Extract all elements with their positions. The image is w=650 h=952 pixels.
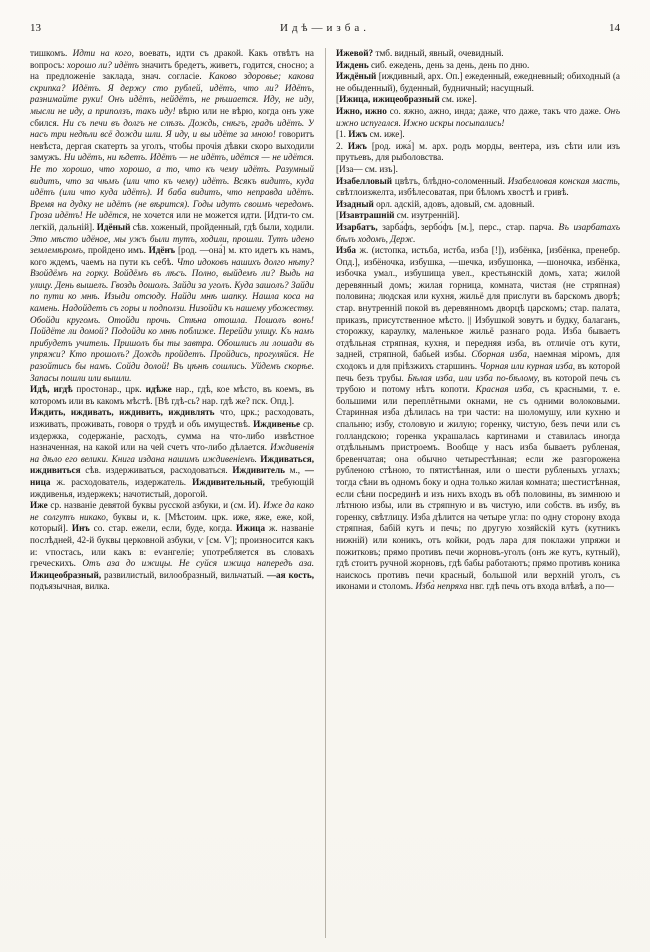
entry-text: Ни идётъ, ни ѣдетъ. Идётъ — не идётъ, идётся — не идётся. Не то хорошо, что хорошо, а то, что къ чему идётъ. Разумный видитъ, что за чѣмъ (или что къ чему) идётъ. Всякъ видитъ, куда идётъ (или что куда идётъ). И баба видитъ, что неправда идётъ. Время на дудку не идётъ (не вѣрится). Годы идутъ своимъ чередомъ. Гроза идётъ! Не идётся, <box>30 152 314 221</box>
entry-text: съ красными, т. е. большими или переплётными окнами, не съ одними волоковыми. Старинная изба дѣлилась на три части: на шоломушу, или кухню и спальню; избу, столовую и жилую; горенку, чистую, безъ печи или съ голландскою; горенка украшалась картинами и ставилась иногда отдѣльнымъ пристроемъ. Вообще у насъ изба бываетъ рубленая, бревенчатая; она обычно четырестѣнная; если же разгорожена рубленою стѣною, то пятистѣнная, или о шести рубленыхъ углахъ; тогда сѣни въ одномъ боку и одна только жилая комната; шестистѣнная, если сѣни посрединѣ и изъ нихъ входъ въ обѣ половины, въ зимнюю и лѣтнюю избы, или въ стряпную и въ чистую, или собств. въ избу, въ горенку, свѣтлицу. Изба дѣлится на четыре угла: по одну сторону входа стряпная, бабій кутъ и печь; по другую хозяйскій кутъ (кутникъ нижній) или коникъ, отъ койки, родъ лара для поклажи упряжи и пожитковъ; прямо противъ печи жорновъ-уголъ (онъ же кутъ, кутный), гдѣ стоитъ ручной жорновъ, гдѣ бабы работаютъ; прямо противъ коника наискось противъ печи красный, большой или верхній уголъ, съ иконами и столомъ. <box>336 384 620 592</box>
entry-text: наемная міромъ, для сходокъ и для пріѣзжихъ старшинъ. <box>336 349 620 372</box>
dictionary-entry <box>336 164 620 176</box>
entry-text: [Иза— см. изъ]. <box>336 163 398 174</box>
entry-text: сѣв. издерживаться, расходоваться. <box>85 465 233 476</box>
entry-text: 2. <box>336 140 348 151</box>
headword: Иждивенье <box>253 419 304 429</box>
entry-text: [ <box>336 94 340 105</box>
entry-text: Красная изба, <box>475 384 541 395</box>
entry-text: сѣв. хоженый, пройденный, гдѣ были, ходили. <box>132 221 314 232</box>
headword: Иждиваться, иждивиться <box>30 453 314 476</box>
entry-text: [1. <box>336 129 349 140</box>
entry-text: [иждивный, арх. Оп.] ежеденный, ежедневный; обиходный (а не обыденный), буденный, будничный; насущный. <box>336 71 620 93</box>
headword: Изба <box>336 245 360 256</box>
entry-text: простонар., црк. <box>76 384 146 395</box>
headword: Изарбатъ, <box>336 221 383 232</box>
entry-text: въ которой печь съ трубою и потому нѣтъ копоти. <box>336 372 620 395</box>
dictionary-entry <box>336 210 620 222</box>
entry-text: см. иже]. <box>369 129 405 140</box>
entry-text: свѣтлоизжелта, избѣлесоватая, при бѣломъ хвостѣ и гривѣ. <box>336 187 569 198</box>
headword: Иждить, иждивать, иждивить, иждивлять <box>30 407 220 418</box>
headword: Иждивительный, <box>192 476 271 487</box>
headword: Ижъ <box>348 129 370 140</box>
entry-text: ж. (истопка, истьба, истба, изба [!]), избёнка, [избёнка, пренебр. Опд.], избёночка, избушка, —шечка, избушонка, —шоночка, избёнка, избочка умал., избушища увел., крестьянскій домъ, хата; жилой деревянный домъ; жилая горница, комната, чистая (не стряпная) половина; людская или кухня, жильё для прислуги въ барскомъ дворѣ; стар. внутренній покой въ деревянномъ дворцѣ царскомъ; стар. палата, приказъ, присутственное мѣсто. || Избушкой зовутъ и будку, балаганъ, сторожку, караулку, маленькое жильё разнаго рода. Изба бываетъ отдѣльная стряпная, кухня, и передняя изба, въ отличіе отъ кути, задней, стряпной, бабьей избы. <box>336 245 620 360</box>
column-right <box>336 48 620 938</box>
entry-text: сиб. ежедень, день за день, день по дню. <box>370 59 530 70</box>
headword: —ая кость, <box>266 569 314 580</box>
entry-text: Иже да како не солгутъ никако, <box>30 500 314 522</box>
entry-text: хорошо ли? идётъ <box>67 59 142 70</box>
entry-text: Изба̀ непряха <box>415 581 470 592</box>
page-number-left: 13 <box>30 22 41 34</box>
entry-text: цвѣтъ, блѣдно-соломенный. <box>394 175 508 186</box>
dictionary-entry <box>336 176 620 199</box>
entry-text: что, црк.; расходовать, изживать, проживать, говоря о трудѣ и объ имуществѣ. <box>30 407 314 429</box>
dictionary-entry <box>336 106 620 129</box>
entry-text: см. иже]. <box>441 94 477 105</box>
dictionary-entry <box>336 60 620 72</box>
entry-text: значитъ бредетъ, живетъ, годится, сносно; а на предложеніе заклада, знач. согласіе. <box>30 59 314 82</box>
entry-text: Сборная изба, <box>471 349 535 360</box>
headword: Изадный <box>336 198 377 209</box>
entry-text: [род. —она́] м. кто идетъ къ намъ, кого ждемъ, чаемъ на пути къ себѣ. <box>30 245 314 267</box>
entry-text: орл. адскій, адовъ, адовый, см. адовный. <box>376 198 535 209</box>
entry-text: ср. названіе девятой буквы русской азбуки, и (см. И). <box>50 500 264 511</box>
headword: Ижица <box>236 523 269 534</box>
entry-text: нвг. гдѣ печь отъ входа влѣвѣ, а по— <box>469 581 614 592</box>
entry-text: вѣрю или не вѣрю, когда онъ уже сбился. <box>30 105 314 128</box>
headword: Ижевой? <box>336 48 376 58</box>
entry-text: ж. названіе послѣдней, 42-й буквы церковной азбуки, ѵ [см. Ѵ]; произносится какъ и: ѵпостась, или какъ в: еѵангеліе; употребляется въ словахъ греческихъ. <box>30 523 314 569</box>
page-header <box>30 22 620 34</box>
entry-text: Иждивенія на дѣло его велики. Книга издана нашимъ иждивеніемъ. <box>30 442 314 464</box>
dictionary-entry <box>336 245 620 593</box>
headword: Ижно, ижно <box>336 105 390 116</box>
headword: Изабелловый <box>336 175 395 186</box>
entry-text: м., <box>289 465 305 476</box>
entry-text: Въ изарбатахъ бѣлъ ходомъ, Держ. <box>336 221 620 244</box>
headword: Иждёный <box>336 71 379 82</box>
headword: Ижицеобразный, <box>30 569 105 580</box>
dictionary-entry <box>336 94 620 106</box>
entry-text: воевать, идти съ дракой. Какъ отвѣтъ на вопросъ: <box>30 48 314 70</box>
column-left <box>30 48 314 938</box>
entry-text: нар., гдѣ, кое мѣсто, въ коемъ, въ которомъ или въ какомъ мѣстѣ. [Вѣ гдѣ-сь? нар. гдѣ же? пск. Опд.]. <box>30 384 314 406</box>
entry-text: Это мѣсто идёное, мы ужъ были тутъ, ходили, прошли. Тутъ идено землемѣромъ, <box>30 233 314 256</box>
headword: идѣже <box>145 384 176 395</box>
entry-text: буквы и, к. [Мѣстоим. црк. иже, яже, еже, кой, который]. <box>30 511 314 534</box>
headword: Иже <box>30 500 51 511</box>
entry-text: Онъ ижно испугался. Ижно искры посыпались! <box>336 105 620 128</box>
dictionary-entry <box>336 71 620 94</box>
entry-text: развилистый, вилообразный, вильчатый. <box>104 569 267 580</box>
entry-text: требующій иждивенья, издержекъ; начотистый, дорогой. <box>30 476 314 499</box>
entry-text: Ни съ печи въ долгъ не слѣзъ. Дождь, снѣгъ, градъ идётъ. У насъ три недѣли всё дожди шли. Я иду, и вы идёте за мною! <box>30 117 314 140</box>
headword: —ница <box>30 465 314 487</box>
entry-text: Что идоковъ нашихъ долго нѣту? Взойдёмъ на горку. Войдёмъ въ лѣсъ. Полно, выйдемъ ли? Выдь на улицу. День вышелъ. Гвоздь дошолъ. Зайди за уголъ. Куда зашолъ? Зайди по пути ко мнѣ. Изыди отсюду. Найди мнѣ шапку. Нашла коса на камень. Надойдетъ съ горы и подползи. Низойди къ нашему убожеству. Обойди кругомъ. Отойди прочь. Стѣна отошла. Пошолъ вонъ! Пойдёте ли домой? Подойди ко мнѣ поближе. Перейди улицу. Къ намъ прибудетъ учитель. Пришолъ бы ты завтра. Обошлись ли лошади въ упряжи? Кто прошолъ? Дождь пройдетъ. Пройдись, прогуляйся. Не разойтись бы намъ. Сойди долой! Въ цѣнѣ сошлись. Уйдемъ скорѣе. Запасы пошли или вышли. <box>30 256 314 383</box>
entry-text: Бѣлая изба, или изба по-бѣлому, <box>407 372 544 383</box>
headword: Иждивитель <box>232 465 290 476</box>
dictionary-entry <box>30 500 314 593</box>
entry-text: зарба́фъ, зербо́фъ [м.], перс., стар. парча. <box>382 221 559 232</box>
entry-text: пройдено имъ. <box>87 245 149 256</box>
entry-text: со. яжно, ажно, инда; даже, что даже, такъ что даже. <box>389 105 605 116</box>
entry-text: Идти на кого, <box>72 48 140 58</box>
entry-text: Изабелловая конская масть, <box>507 175 620 186</box>
entry-text: въ которой печь безъ трубы. <box>336 361 620 383</box>
dictionary-entry <box>30 48 314 384</box>
dictionary-entry <box>336 48 620 60</box>
entry-text: Чорная или курная изба, <box>479 361 578 372</box>
text-columns <box>30 48 620 938</box>
entry-text: см. изутренній]. <box>396 210 460 221</box>
entry-text: ср. издержка, содержаніе, расходъ, сумма на что-либо извѣстное назначенная, на какой или на чей счетъ что-либо дѣлается. <box>30 419 314 453</box>
entry-text: не хочется или не можется идти. [Идти-то см. легкій, дальній]. <box>30 210 314 232</box>
dictionary-entry <box>336 199 620 211</box>
entry-text: тишкомъ. <box>30 48 73 58</box>
entry-text: подъязычная, вилка. <box>30 581 110 592</box>
entry-text: со. стар. ежели, если, буде, когда. <box>93 523 237 534</box>
entry-text: Каково здоровье; какова скрипка? Идётъ. Я держу сто рублей, идётъ, что ли? Идётъ, разнимайте руки! Онъ идётъ, нейдётъ, не рѣшается. Иду, не иду, мысли не иду, а приползъ, такъ иду! <box>30 71 314 116</box>
headword: Инъ <box>71 523 94 534</box>
headword: Идѣ, игдѣ <box>30 384 77 395</box>
dictionary-entry <box>30 407 314 500</box>
entry-text: [ <box>336 210 340 221</box>
dictionary-entry <box>336 222 620 245</box>
entry-text: говоритъ невѣста, дергая скатерть за уголъ, чтобы прочія дѣвки скоро выходили замужъ. <box>30 129 314 163</box>
entry-text: Отъ аза до ижицы. Не суйся ижица напередъ аза. <box>82 558 314 569</box>
headword: Ижъ <box>347 140 372 151</box>
running-head: Идѣ—изба. <box>280 22 370 34</box>
dictionary-entry <box>30 384 314 407</box>
headword: Идёнъ <box>148 245 178 256</box>
dictionary-entry <box>336 141 620 164</box>
page-number-right: 14 <box>608 22 620 34</box>
entry-text: тмб. видный, явный, очевидный. <box>375 48 504 58</box>
entry-text: [род. ижа́] м. арх. родъ морды, вентера, изъ сѣти или изъ прутьевъ, для рыболовства. <box>336 140 620 163</box>
headword: Ижица, ижицеобразный <box>339 94 442 105</box>
dictionary-entry <box>336 129 620 141</box>
headword: Иждень <box>336 59 371 70</box>
headword: Идёный <box>96 221 133 232</box>
headword: Изавтрашній <box>339 210 397 221</box>
entry-text: ж. расходователь, издержатель. <box>56 476 193 487</box>
